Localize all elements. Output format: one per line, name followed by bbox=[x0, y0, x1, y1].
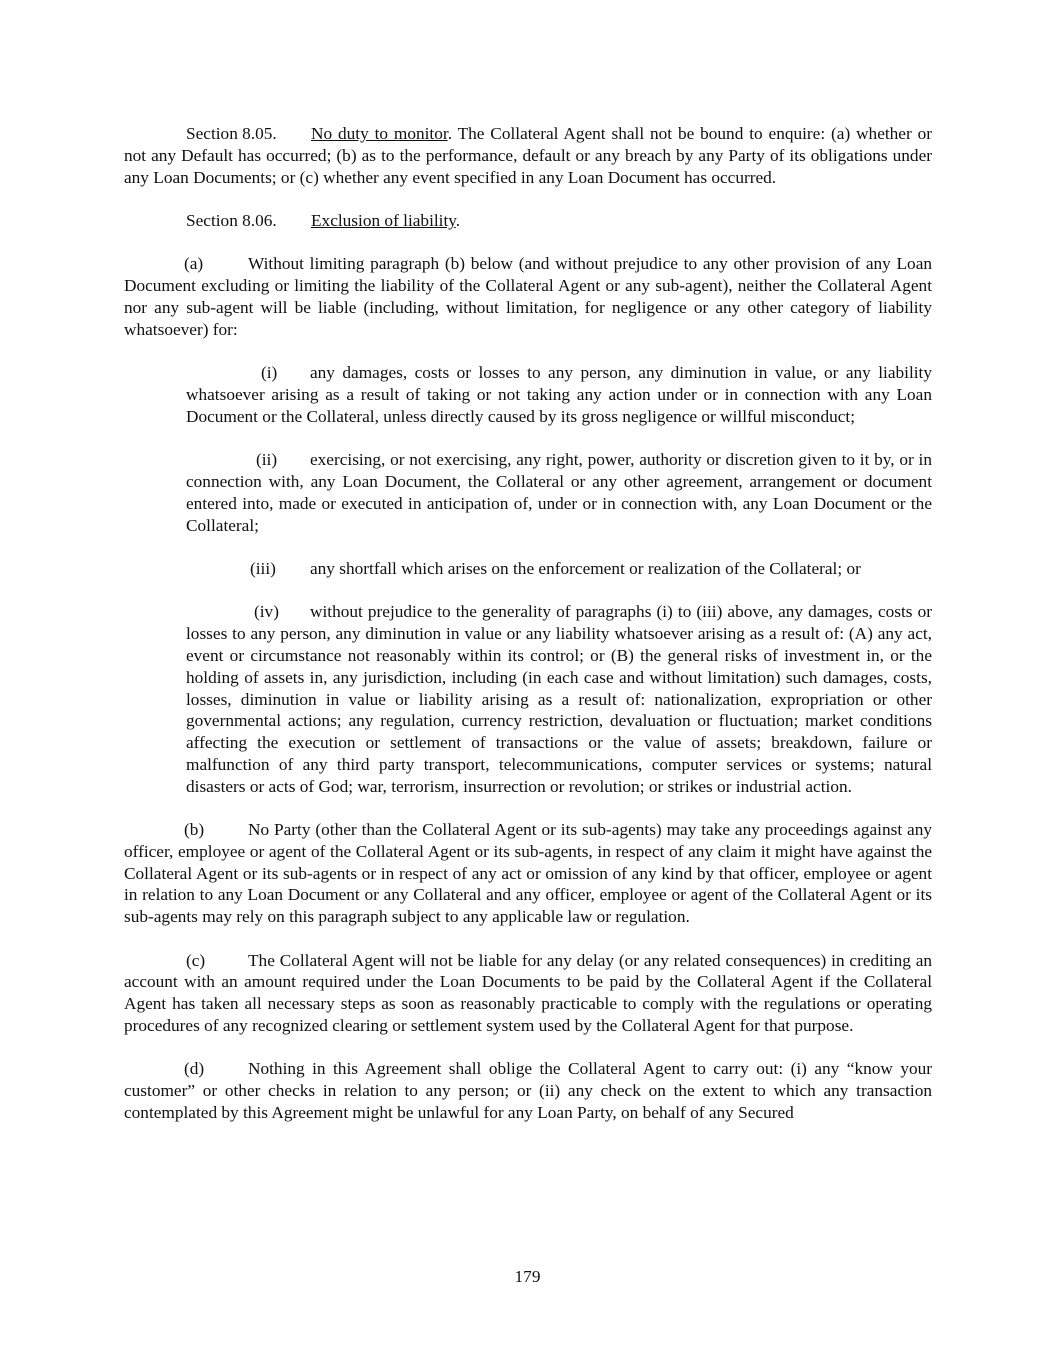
section-8-05-body: . The Collateral Agent shall not be bound to enquire: (a) whether or not any Default has occurred; (b) as to the performance, default or any breach by any Party of its obligations under any Loan Documents; or (c) whether any event specified in any Loan Document has occurred. bbox=[124, 124, 933, 187]
subparagraph-i-label: (i) bbox=[261, 363, 278, 383]
subparagraph-i bbox=[186, 362, 932, 427]
subparagraph-iii-text: any shortfall which arises on the enforcement or realization of the Collateral; or bbox=[310, 558, 861, 578]
paragraph-a-text: Without limiting paragraph (b) below (and without prejudice to any other provision of any Loan Document excluding or limiting the liability of the Collateral Agent or any sub-agent), neither the Collateral Agent nor any sub-agent will be liable (including, without limitation, for negligence or any other category of liability whatsoever) for: bbox=[124, 254, 932, 339]
section-8-06-heading: Exclusion of liability bbox=[311, 210, 456, 230]
page-number: 179 bbox=[514, 1267, 541, 1286]
subparagraph-i-text: any damages, costs or losses to any person, any diminution in value, or any liability whatsoever arising as a result of taking or not taking any action under or in connection with any Loan Document or the Collateral, unless directly caused by its gross negligence or willful misconduct; bbox=[186, 363, 932, 426]
subparagraph-iii bbox=[186, 558, 932, 580]
paragraph-b-text: No Party (other than the Collateral Agent or its sub-agents) may take any proceedings against any officer, employee or agent of the Collateral Agent or its sub-agents, in respect of any claim it might have against the Collateral Agent or its sub-agents or in respect of any act or omission of any kind by that officer, employee or agent in relation to any Loan Document or any Collateral and any officer, employee or agent of the Collateral Agent or its sub-agents may rely on this paragraph subject to any applicable law or regulation. bbox=[124, 820, 932, 927]
paragraph-a-label: (a) bbox=[184, 254, 204, 274]
section-8-06-number: Section 8.06. bbox=[186, 210, 277, 230]
subparagraph-iv-label: (iv) bbox=[254, 602, 279, 622]
section-8-06-period: . bbox=[455, 210, 461, 230]
section-8-05-number: Section 8.05. bbox=[186, 124, 277, 143]
subparagraph-iii-label: (iii) bbox=[250, 558, 276, 578]
paragraph-d-label: (d) bbox=[184, 1059, 205, 1079]
subparagraph-ii-text: exercising, or not exercising, any right, power, authority or discretion given to it by, or in connection with, any Loan Document, the Collateral or any other agreement, arrangement or document entered into, made or executed in anticipation of, under or in connection with, any Loan Document or the Collateral; bbox=[186, 450, 932, 535]
paragraph-d bbox=[124, 1058, 932, 1123]
paragraph-a bbox=[124, 253, 932, 340]
paragraph-c bbox=[124, 950, 932, 1037]
subparagraph-ii-label: (ii) bbox=[256, 450, 278, 470]
paragraph-b-label: (b) bbox=[184, 820, 205, 840]
section-8-05 bbox=[124, 123, 932, 188]
paragraph-c-text: The Collateral Agent will not be liable for any delay (or any related consequences) in crediting an account with an amount required under the Loan Documents to be paid by the Collateral Agent if the Collateral Agent has taken all necessary steps as soon as reasonably practicable to comply with the regulations or operating procedures of any recognized clearing or settlement system used by the Collateral Agent for that purpose. bbox=[124, 950, 932, 1036]
document-page bbox=[124, 123, 932, 1124]
paragraph-b bbox=[124, 819, 932, 928]
subparagraph-iv bbox=[186, 601, 932, 797]
section-8-05-heading: No duty to monitor bbox=[311, 124, 448, 143]
section-8-06 bbox=[124, 210, 932, 232]
paragraph-c-label: (c) bbox=[186, 950, 206, 970]
paragraph-d-text: Nothing in this Agreement shall oblige the Collateral Agent to carry out: (i) any “know your customer” or other checks in relation to any person; or (ii) any check on the extent to which any transaction contemplated by this Agreement might be unlawful for any Loan Party, on behalf of any Secured bbox=[124, 1059, 932, 1123]
subparagraph-iv-text: without prejudice to the generality of paragraphs (i) to (iii) above, any damages, costs or losses to any person, any diminution in value or any liability whatsoever arising as a result of: (A) any act, event or circumstance not reasonably within its control; or (B) the general risks of investment in, or the holding of assets in, any jurisdiction, including (in each case and without limitation) such damages, costs, losses, diminution in value or liability arising as a result of: nationalization, expropriation or other governmental actions; any regulation, currency restriction, devaluation or fluctuation; market conditions affecting the execution or settlement of transactions or the value of assets; breakdown, failure or malfunction of any third party transport, telecommunications, computer services or systems; natural disasters or acts of God; war, terrorism, insurrection or revolution; or strikes or industrial action. bbox=[186, 602, 932, 796]
subparagraph-ii bbox=[186, 449, 932, 536]
